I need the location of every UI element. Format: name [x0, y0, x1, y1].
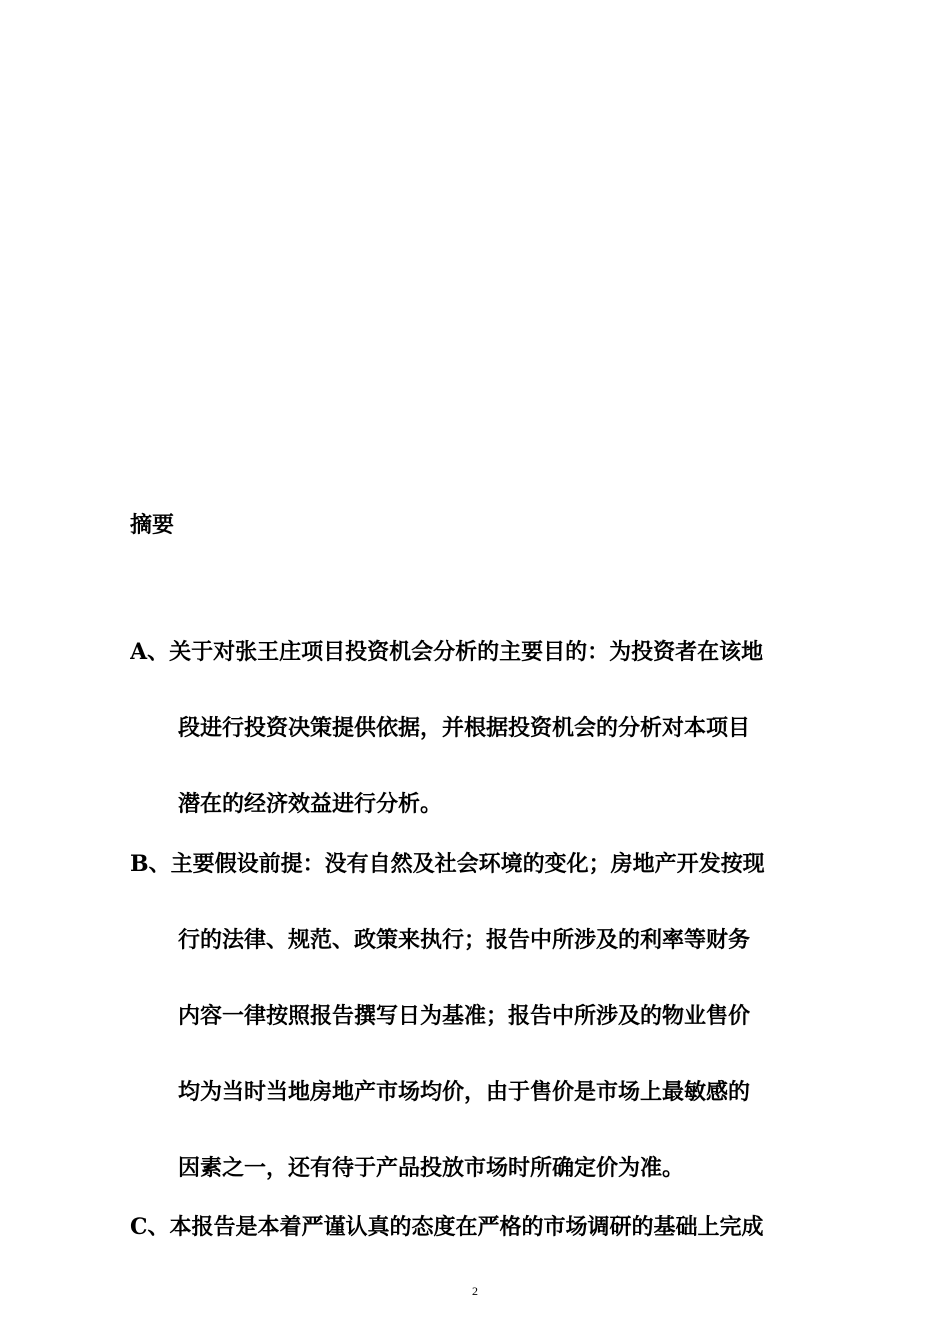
paragraph-line: 行的法律、规范、政策来执行；报告中所涉及的利率等财务 — [178, 927, 751, 953]
paragraph-c — [130, 1212, 820, 1242]
section-heading: 摘要 — [130, 512, 175, 538]
paragraph-line: 因素之一，还有待于产品投放市场时所确定价为准。 — [178, 1155, 685, 1181]
paragraph-line: 均为当时当地房地产市场均价，由于售价是市场上最敏感的 — [178, 1079, 751, 1105]
paragraph-line: A、关于对张王庄项目投资机会分析的主要目的：为投资者在该地 — [130, 639, 764, 665]
paragraph-line: 段进行投资决策提供依据，并根据投资机会的分析对本项目 — [178, 715, 751, 741]
paragraph-line: 潜在的经济效益进行分析。 — [178, 791, 443, 817]
paragraph-b — [130, 849, 820, 1183]
paragraph-a — [130, 637, 820, 819]
paragraph-line: B、主要假设前提：没有自然及社会环境的变化；房地产开发按现 — [130, 851, 765, 877]
paragraph-line: C、本报告是本着严谨认真的态度在严格的市场调研的基础上完成 — [130, 1214, 764, 1240]
page-number: 2 — [472, 1284, 478, 1298]
paragraph-line: 内容一律按照报告撰写日为基准；报告中所涉及的物业售价 — [178, 1003, 751, 1029]
